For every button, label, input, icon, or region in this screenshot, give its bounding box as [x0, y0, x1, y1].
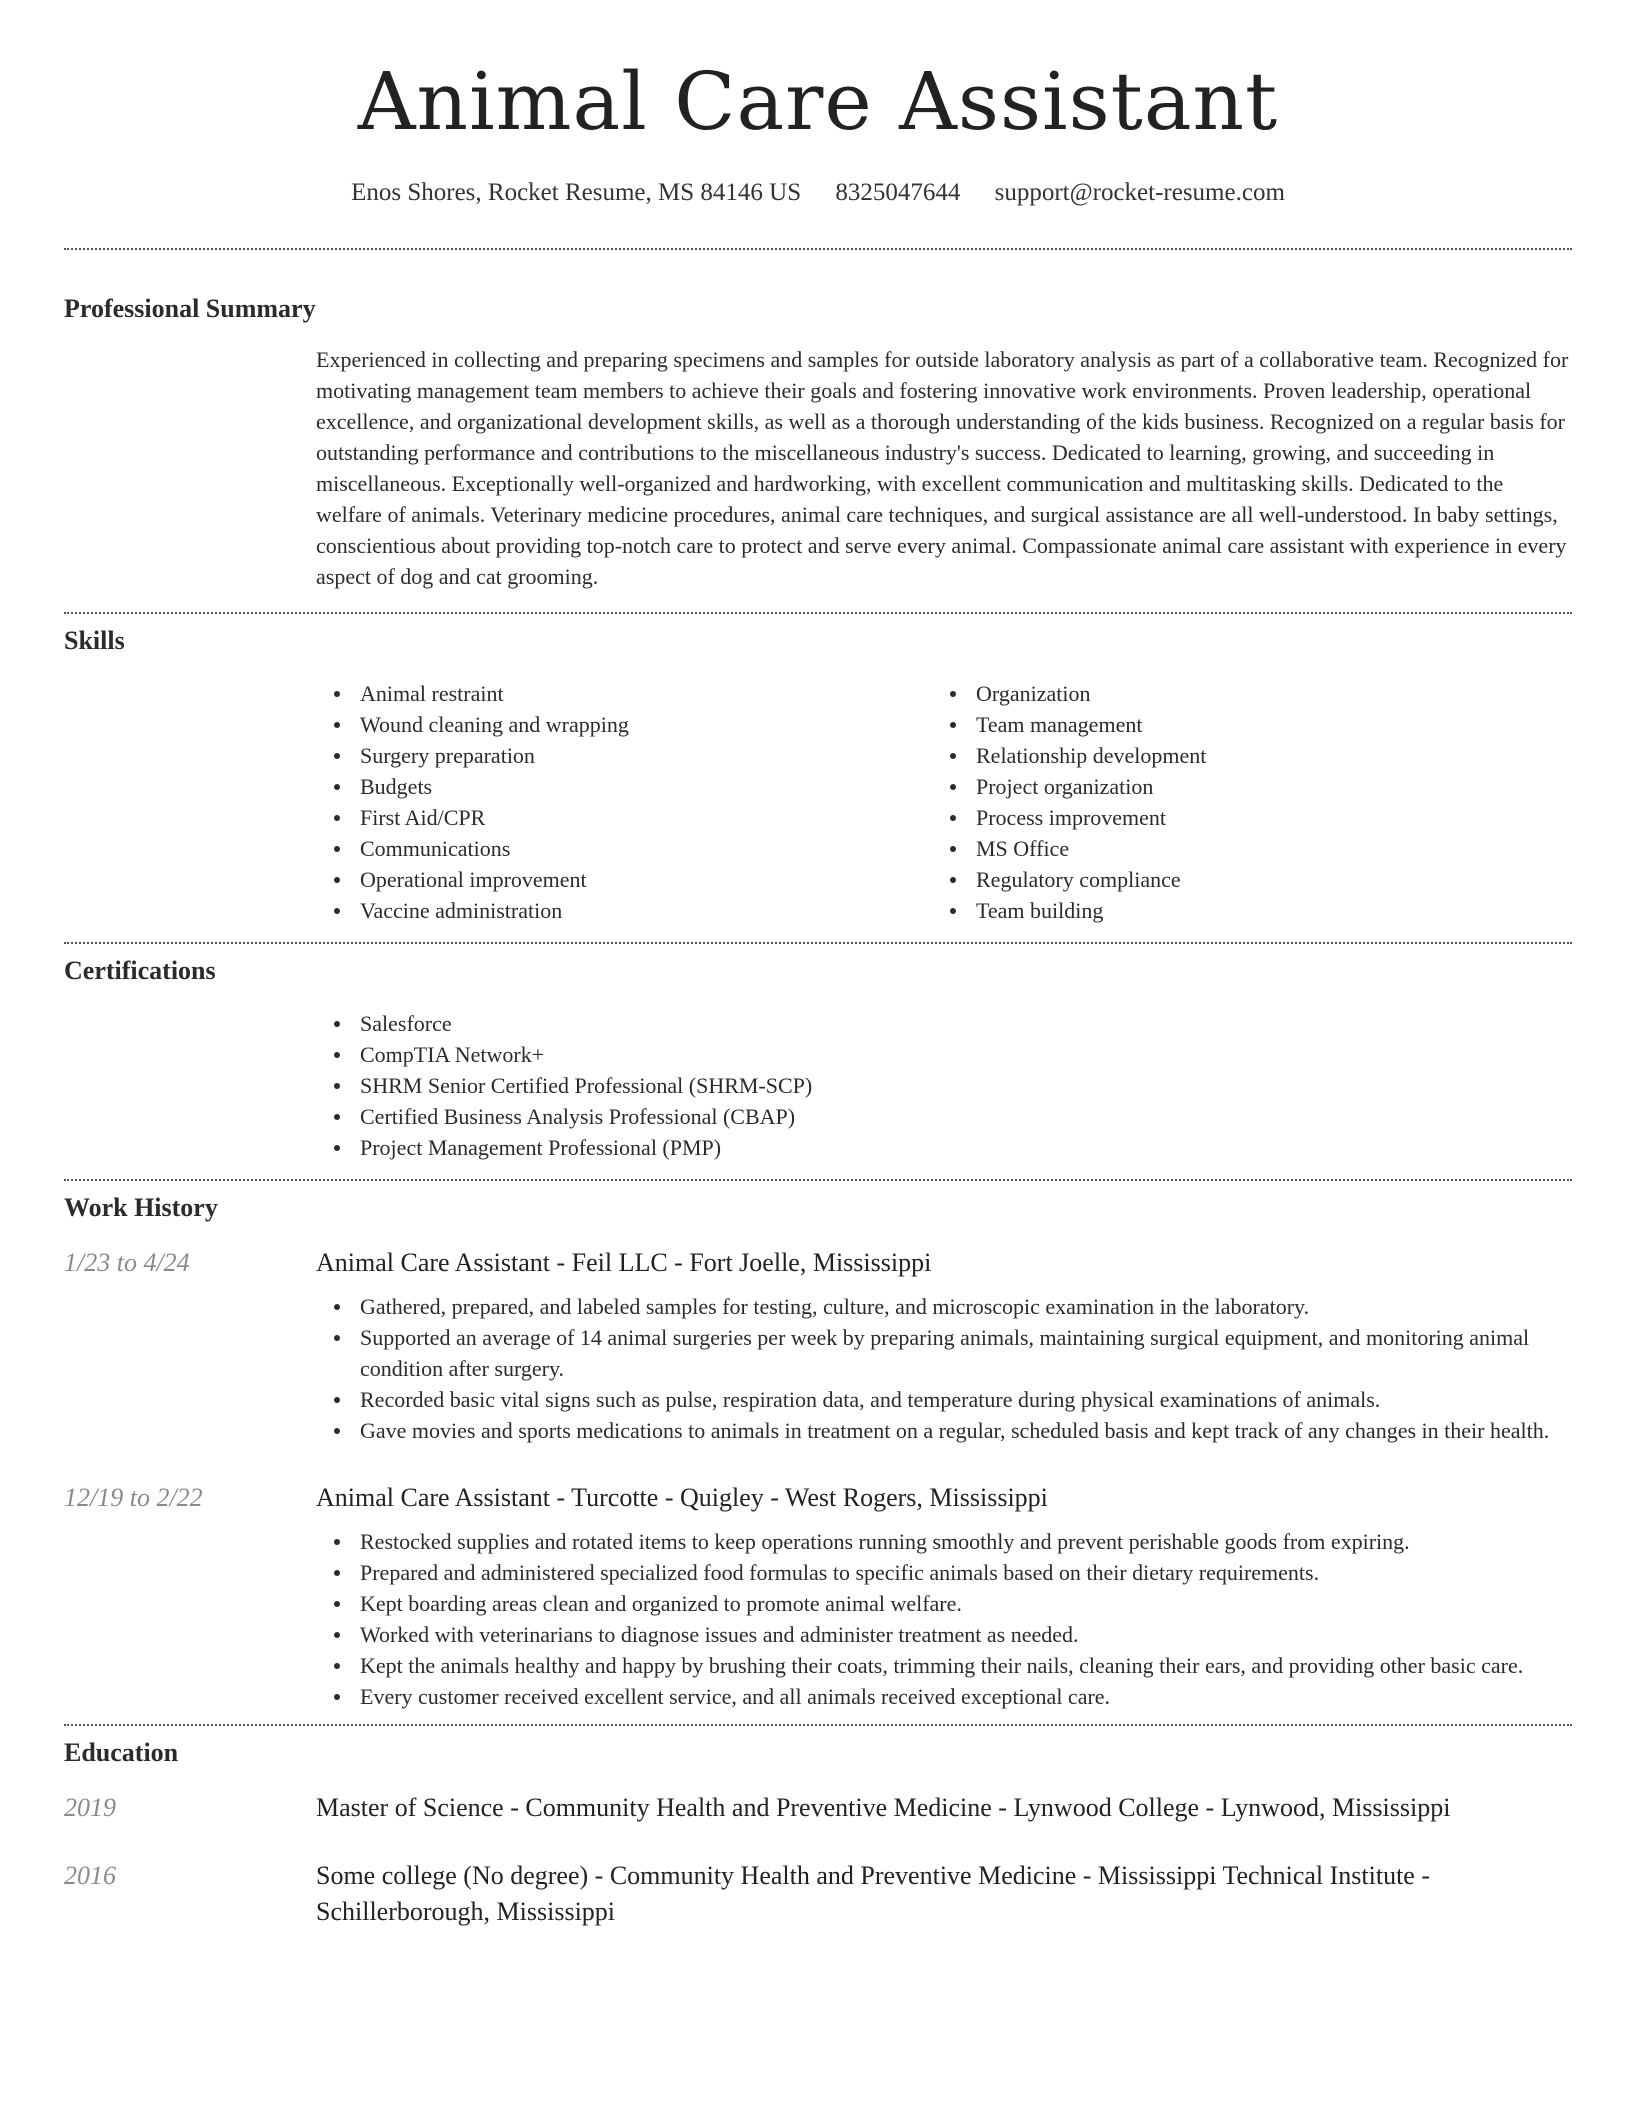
job-heading: Animal Care Assistant - Turcotte - Quigley - West Rogers, Mississippi	[316, 1483, 1048, 1512]
skill-item: Organization	[932, 678, 1548, 709]
job-dates: 12/19 to 2/22	[64, 1483, 203, 1512]
job-dates: 1/23 to 4/24	[64, 1248, 190, 1277]
skill-item: Process improvement	[932, 802, 1548, 833]
skill-item: Budgets	[316, 771, 932, 802]
skill-item: Regulatory compliance	[932, 864, 1548, 895]
education-details	[316, 1790, 1572, 1826]
certification-item: CompTIA Network+	[316, 1039, 1572, 1070]
resume-name: Animal Care Assistant	[357, 55, 1279, 148]
skills-left-list	[316, 678, 932, 926]
skill-item: Wound cleaning and wrapping	[316, 709, 932, 740]
education-title: Education	[64, 1738, 179, 1767]
job-bullet: Gathered, prepared, and labeled samples for testing, culture, and microscopic examination in the laboratory.	[316, 1291, 1572, 1322]
job-bullets	[316, 1526, 1572, 1712]
job-bullet: Supported an average of 14 animal surgeries per week by preparing animals, maintaining surgical equipment, and monitoring animal condition after surgery.	[316, 1322, 1572, 1384]
skill-item: Team building	[932, 895, 1548, 926]
job-bullets	[316, 1291, 1572, 1446]
contact-line	[64, 176, 1572, 210]
contact-email: support@rocket-resume.com	[994, 179, 1285, 206]
skill-item: Communications	[316, 833, 932, 864]
job-bullet: Kept boarding areas clean and organized to promote animal welfare.	[316, 1588, 1572, 1619]
education-details	[316, 1858, 1572, 1930]
skill-item: Relationship development	[932, 740, 1548, 771]
job-bullet: Restocked supplies and rotated items to keep operations running smoothly and prevent perishable goods from expiring.	[316, 1526, 1572, 1557]
skill-item: Animal restraint	[316, 678, 932, 709]
skills-title: Skills	[64, 626, 125, 655]
summary-text: Experienced in collecting and preparing specimens and samples for outside laboratory analysis as part of a collaborative team. Recognized for motivating management team members to achieve their goals and fostering innovative work environments. Proven leadership, operational excellence, and organizational development skills, as well as a thorough understanding of the kids business. Recognized on a regular basis for outstanding performance and contributions to the miscellaneous industry's success. Dedicated to learning, growing, and succeeding in miscellaneous. Exceptionally well-organized and hardworking, with excellent communication and multitasking skills. Dedicated to the welfare of animals. Veterinary medicine procedures, animal care techniques, and surgical assistance are all well-understood. In baby settings, conscientious about providing top-notch care to protect and serve every animal. Compassionate animal care assistant with experience in every aspect of dog and cat grooming.	[316, 347, 1569, 589]
certifications-section	[64, 954, 1572, 1163]
divider	[64, 942, 1572, 944]
certifications-list	[316, 1008, 1572, 1163]
education-heading: Some college (No degree) - Community Health and Preventive Medicine - Mississippi Technical Institute - Schillerborough, Mississippi	[316, 1861, 1430, 1926]
job-entry	[64, 1480, 1572, 1712]
education-heading: Master of Science - Community Health and Preventive Medicine - Lynwood College - Lynwood, Mississippi	[316, 1793, 1451, 1822]
skill-item: First Aid/CPR	[316, 802, 932, 833]
job-details	[316, 1245, 1572, 1446]
summary-section	[64, 292, 1572, 592]
certification-item: Certified Business Analysis Professional (CBAP)	[316, 1101, 1572, 1132]
divider	[64, 1724, 1572, 1726]
job-bullet: Prepared and administered specialized food formulas to specific animals based on their dietary requirements.	[316, 1557, 1572, 1588]
skills-right-list	[932, 678, 1548, 926]
skill-item: Project organization	[932, 771, 1548, 802]
skill-item: Surgery preparation	[316, 740, 932, 771]
work-title: Work History	[64, 1193, 218, 1222]
job-details	[316, 1480, 1572, 1712]
skill-item: Operational improvement	[316, 864, 932, 895]
skill-item: MS Office	[932, 833, 1548, 864]
job-bullet: Gave movies and sports medications to animals in treatment on a regular, scheduled basis and kept track of any changes in their health.	[316, 1415, 1572, 1446]
job-bullet: Every customer received excellent service, and all animals received exceptional care.	[316, 1681, 1572, 1712]
education-entry	[64, 1858, 1572, 1930]
job-entry	[64, 1245, 1572, 1446]
divider	[64, 612, 1572, 614]
certification-item: Salesforce	[316, 1008, 1572, 1039]
work-section	[64, 1191, 1572, 1712]
job-bullet: Recorded basic vital signs such as pulse, respiration data, and temperature during physical examinations of animals.	[316, 1384, 1572, 1415]
divider	[64, 248, 1572, 250]
contact-phone: 8325047644	[835, 179, 961, 206]
education-section	[64, 1736, 1572, 1930]
divider	[64, 1179, 1572, 1181]
education-entry	[64, 1790, 1572, 1826]
certification-item: SHRM Senior Certified Professional (SHRM-SCP)	[316, 1070, 1572, 1101]
job-bullet: Kept the animals healthy and happy by brushing their coats, trimming their nails, cleaning their ears, and providing other basic care.	[316, 1650, 1572, 1681]
certifications-title: Certifications	[64, 956, 216, 985]
job-bullet: Worked with veterinarians to diagnose issues and administer treatment as needed.	[316, 1619, 1572, 1650]
education-year: 2019	[64, 1793, 116, 1822]
education-year: 2016	[64, 1861, 116, 1890]
skills-grid	[316, 678, 1572, 926]
certification-item: Project Management Professional (PMP)	[316, 1132, 1572, 1163]
skills-section	[64, 624, 1572, 926]
skill-item: Vaccine administration	[316, 895, 932, 926]
resume-page	[64, 0, 1572, 1930]
job-heading: Animal Care Assistant - Feil LLC - Fort Joelle, Mississippi	[316, 1248, 932, 1277]
contact-address: Enos Shores, Rocket Resume, MS 84146 US	[351, 179, 802, 206]
skill-item: Team management	[932, 709, 1548, 740]
summary-title: Professional Summary	[64, 294, 316, 323]
